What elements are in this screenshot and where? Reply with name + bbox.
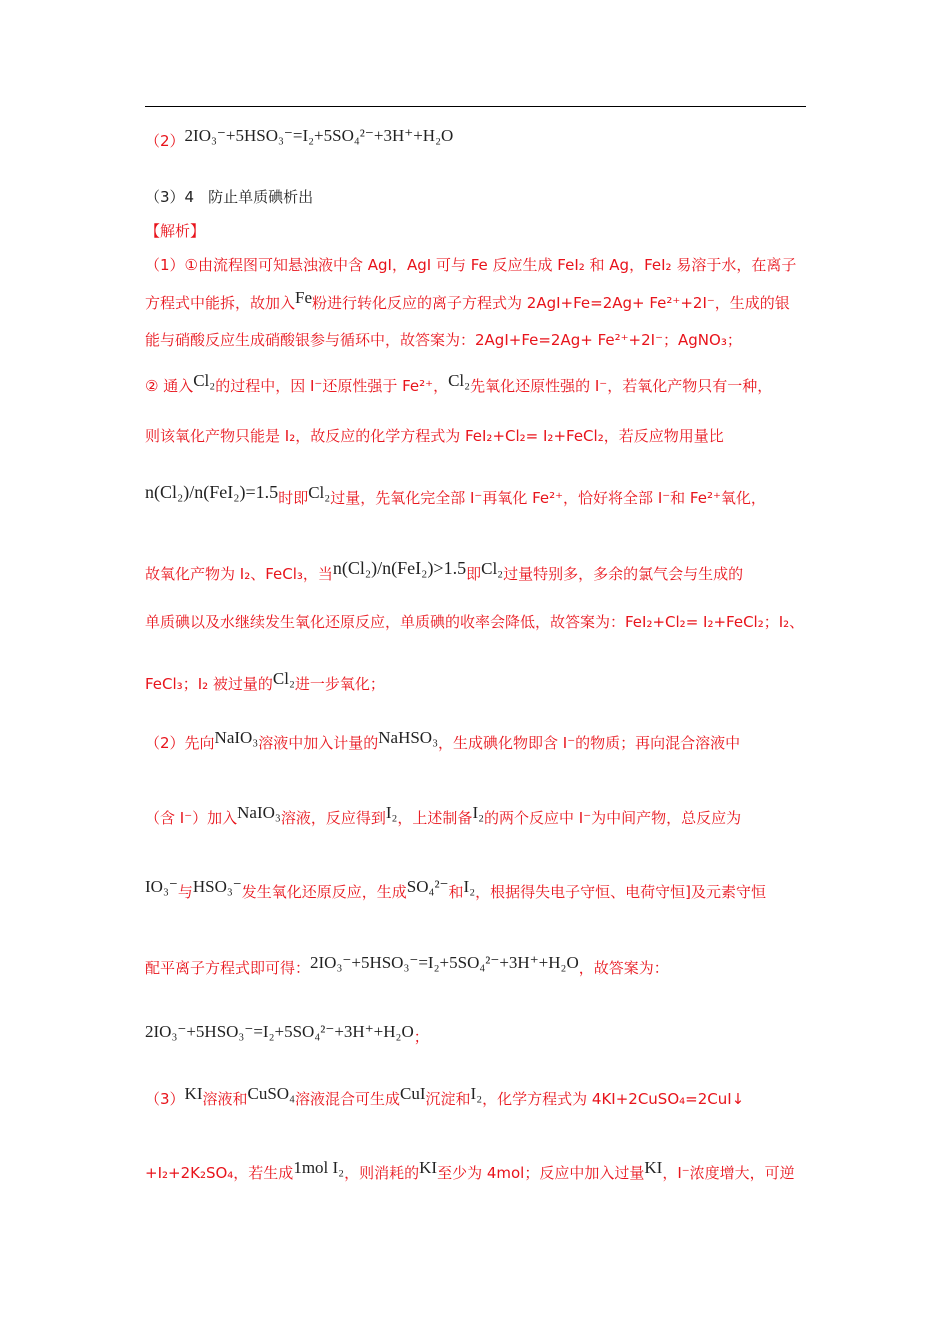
analysis-line-3-text: 能与硝酸反应生成硝酸银参与循环中，故答案为：2AgI+Fe=2Ag+ Fe²⁺+2I⁻；AgNO₃； — [145, 331, 742, 349]
formula-seg: IO₃⁻ — [145, 877, 178, 896]
text-seg: （3） — [145, 1090, 185, 1108]
text-seg: FeCl₃；I₂ 被过量的 — [145, 675, 273, 693]
formula-seg: Cl₂ — [272, 669, 295, 688]
analysis-line-8-text: 单质碘以及水继续发生氧化还原反应，单质碘的收率会降低，故答案为：FeI₂+Cl₂= I₂+FeCl₂；I₂、 — [145, 613, 805, 631]
analysis-line-14 — [145, 1022, 810, 1047]
text-seg: 配平离子方程式即可得： — [145, 959, 311, 977]
formula-seg: I₂ — [470, 1084, 483, 1103]
text-seg: 即 — [466, 565, 482, 583]
formula-seg: I₂ — [463, 877, 476, 896]
formula-seg: I₂ — [472, 803, 485, 822]
text-seg: 和 — [448, 883, 464, 901]
text-seg: 过量，先氧化完全部 I⁻再氧化 Fe²⁺，恰好将全部 I⁻和 Fe²⁺氧化， — [330, 489, 766, 507]
analysis-line-6 — [145, 482, 810, 508]
answer-2-formula: 2IO₃⁻+5HSO₃⁻=I₂+5SO₄²⁻+3H⁺+H₂O — [184, 126, 454, 145]
answer-2 — [145, 126, 810, 151]
text-seg: ② 通入 — [145, 377, 194, 395]
analysis-line-9 — [145, 669, 810, 694]
text-seg: ，则消耗的 — [344, 1164, 420, 1182]
formula-seg: 2IO₃⁻+5HSO₃⁻=I₂+5SO₄²⁻+3H⁺+H₂O — [145, 1022, 414, 1041]
text-seg: 的过程中，因 I⁻还原性强于 Fe²⁺， — [215, 377, 449, 395]
analysis-line-8 — [145, 612, 810, 632]
text-seg: 至少为 4mol；反应中加入过量 — [437, 1164, 645, 1182]
text-seg: 溶液和 — [202, 1090, 248, 1108]
text-seg: 的两个反应中 I⁻为中间产物，总反应为 — [484, 809, 742, 827]
formula-seg: NaIO₃ — [237, 803, 281, 822]
answer-2-label: （2） — [145, 132, 185, 150]
analysis-heading — [145, 221, 810, 241]
answer-3-label: （3）4 — [145, 188, 195, 206]
analysis-line-3 — [145, 330, 810, 350]
formula-seg: n(Cl₂)/n(FeI₂)=1.5 — [145, 482, 279, 502]
formula-seg: I₂ — [385, 803, 398, 822]
formula-seg: KI — [419, 1158, 438, 1177]
analysis-line-2 — [145, 288, 810, 313]
analysis-line-5-text: 则该氧化产物只能是 I₂，故反应的化学方程式为 FeI₂+Cl₂= I₂+FeCl₂，若反应物用量比 — [145, 427, 724, 445]
formula-seg: KI — [184, 1084, 203, 1103]
analysis-heading-text: 【解析】 — [145, 222, 206, 240]
text-seg: （2）先向 — [145, 734, 215, 752]
analysis-line-12 — [145, 877, 810, 902]
formula-seg: Cl₂ — [308, 483, 331, 502]
text-seg: 发生氧化还原反应，生成 — [241, 883, 407, 901]
formula-seg: KI — [644, 1158, 663, 1177]
text-seg: ； — [413, 1028, 429, 1046]
text-seg: 溶液混合可生成 — [295, 1090, 401, 1108]
formula-seg: n(Cl₂)/n(FeI₂)>1.5 — [332, 558, 467, 578]
answer-3 — [145, 187, 810, 207]
text-seg: 故氧化产物为 I₂、FeCl₃，当 — [145, 565, 333, 583]
text-seg: ，I⁻浓度增大，可逆 — [662, 1164, 795, 1182]
formula-seg: CuSO₄ — [247, 1084, 296, 1103]
header-rule — [145, 106, 806, 107]
text-seg: ，生成碘化物即含 I⁻的物质；再向混合溶液中 — [438, 734, 741, 752]
text-seg: ，根据得失电子守恒、电荷守恒]及元素守恒 — [475, 883, 766, 901]
text-seg: 溶液，反应得到 — [280, 809, 386, 827]
text-seg: ，故答案为： — [578, 959, 669, 977]
analysis-line-4 — [145, 371, 810, 396]
analysis-line-1 — [145, 255, 810, 275]
answer-3-text: 防止单质碘析出 — [208, 188, 314, 206]
analysis-line-13 — [145, 953, 810, 978]
formula-seg: 2IO₃⁻+5HSO₃⁻=I₂+5SO₄²⁻+3H⁺+H₂O — [310, 953, 579, 972]
text-seg: 方程式中能拆，故加入 — [145, 294, 296, 312]
text-seg: 进一步氧化； — [294, 675, 385, 693]
analysis-line-1-text: （1）①由流程图可知悬浊液中含 AgI，AgI 可与 Fe 反应生成 FeI₂ 和 Ag，FeI₂ 易溶于水，在离子 — [145, 256, 797, 274]
text-seg: 先氧化还原性强的 I⁻，若氧化产物只有一种， — [470, 377, 773, 395]
analysis-line-16 — [145, 1158, 810, 1183]
analysis-line-11 — [145, 803, 810, 828]
text-seg: 粉进行转化反应的离子方程式为 2AgI+Fe=2Ag+ Fe²⁺+2I⁻，生成的银 — [312, 294, 790, 312]
formula-seg: SO₄²⁻ — [406, 877, 449, 896]
text-seg: ，化学方程式为 4KI+2CuSO₄=2CuI↓ — [482, 1090, 745, 1108]
formula-seg: HSO₃⁻ — [192, 877, 242, 896]
analysis-line-5 — [145, 426, 810, 446]
formula-seg: Cl₂ — [481, 559, 504, 578]
text-seg: （含 I⁻）加入 — [145, 809, 238, 827]
analysis-line-7 — [145, 558, 810, 584]
text-seg: 溶液中加入计量的 — [258, 734, 379, 752]
formula-seg: Cl₂ — [448, 371, 471, 390]
formula-seg: Fe — [295, 288, 313, 307]
text-seg: +I₂+2K₂SO₄，若生成 — [145, 1164, 294, 1182]
analysis-line-15 — [145, 1084, 810, 1109]
formula-seg: Cl₂ — [193, 371, 216, 390]
text-seg: 沉淀和 — [425, 1090, 471, 1108]
formula-seg: 1mol I₂ — [293, 1158, 345, 1177]
formula-seg: NaHSO₃ — [378, 728, 439, 747]
analysis-line-10 — [145, 728, 810, 753]
text-seg: 与 — [177, 883, 193, 901]
text-seg: ，上述制备 — [397, 809, 473, 827]
formula-seg: NaIO₃ — [214, 728, 259, 747]
text-seg: 过量特别多，多余的氯气会与生成的 — [503, 565, 744, 583]
text-seg: 时即 — [278, 489, 309, 507]
formula-seg: CuI — [400, 1084, 426, 1103]
